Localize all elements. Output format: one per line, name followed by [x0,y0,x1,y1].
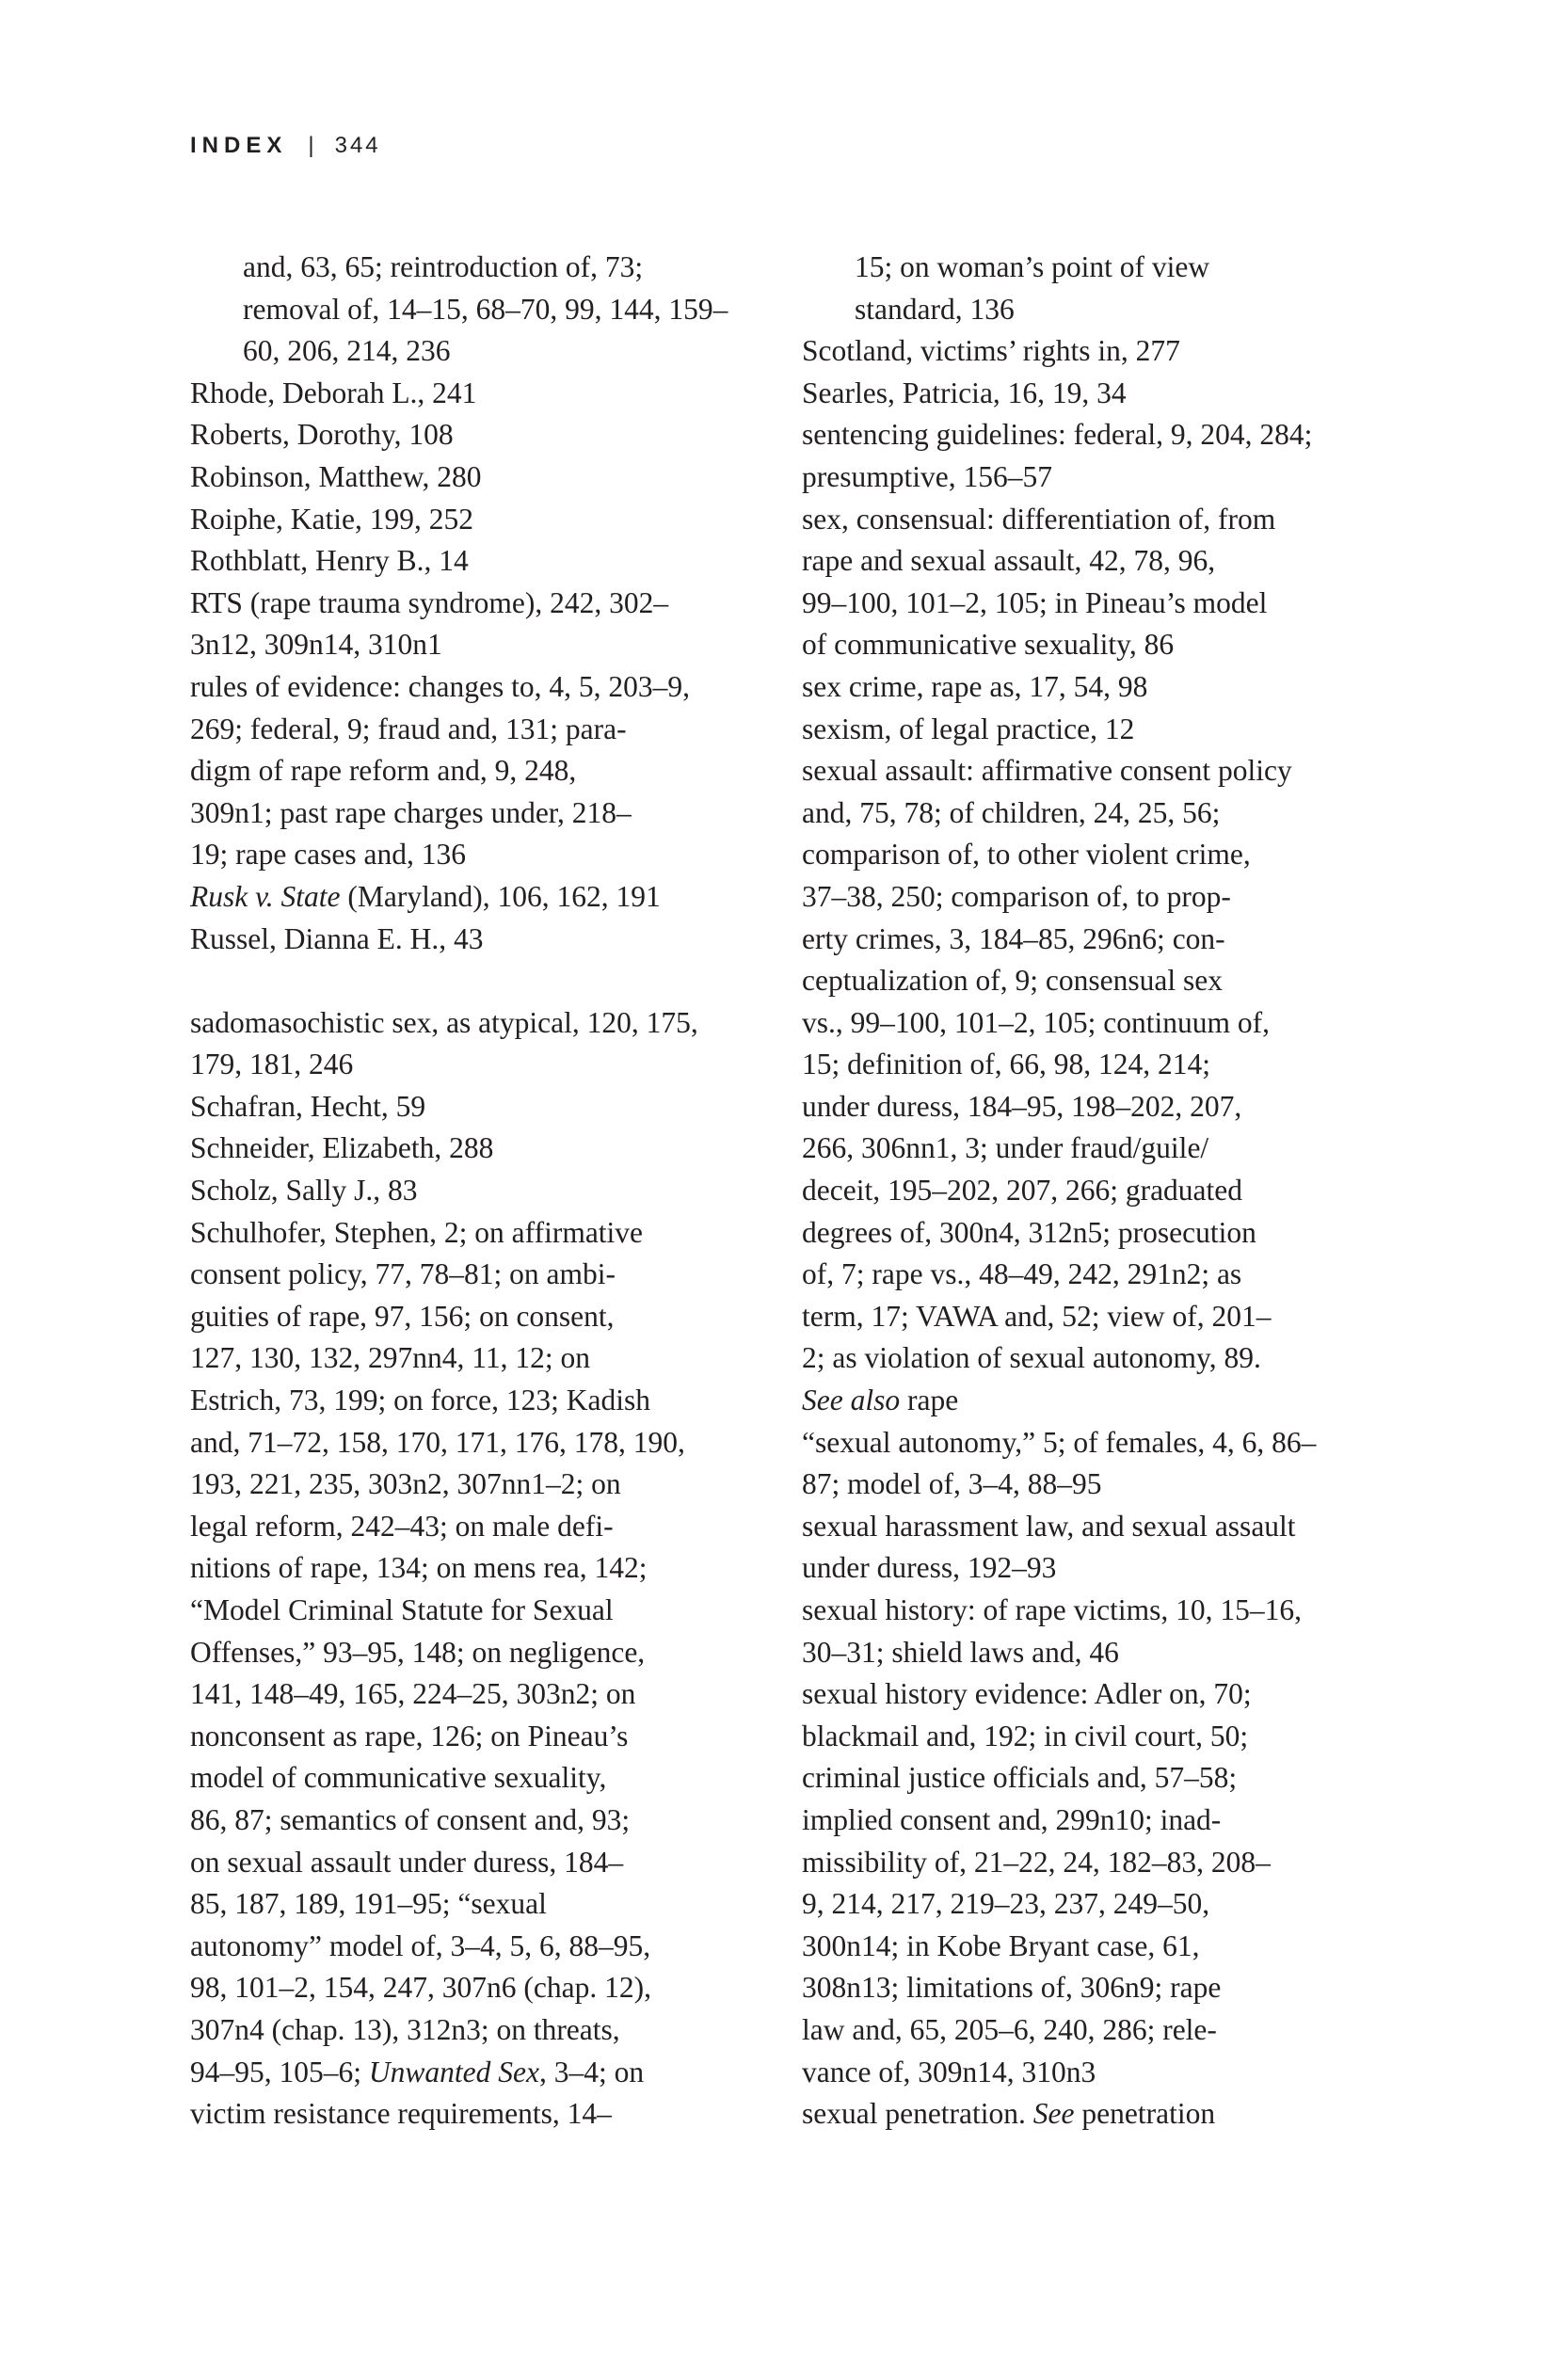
entry-line: 269; federal, 9; fraud and, 131; para- [190,712,627,745]
entry-line: 309n1; past rape charges under, 218– [190,795,632,829]
entry-line: rules of evidence: changes to, 4, 5, 203–9, [190,669,690,703]
entry-line: of communicative sexuality, 86 [802,628,1175,662]
entry-line: “sexual autonomy,” 5; of females, 4, 6, 86– [802,1425,1317,1459]
entry-line: nonconsent as rape, 126; on Pineau’s [190,1719,629,1752]
entry-line: Scholz, Sally J., 83 [190,1174,418,1208]
entry-line: Schulhofer, Stephen, 2; on affirmative [190,1215,644,1249]
index-entry-sexual-penetration [802,2093,1385,2136]
entry-line: 9, 214, 217, 219–23, 237, 249–50, [802,1887,1210,1921]
entry-line: 99–100, 101–2, 105; in Pineau’s model [802,585,1268,619]
entry-line: RTS (rape trauma syndrome), 242, 302– [190,585,669,619]
entry-line: sexual assault: affirmative consent policy [802,754,1292,788]
entry-line: autonomy” model of, 3–4, 5, 6, 88–95, [190,1928,651,1962]
see-label: See [1032,2097,1075,2131]
entry-line: Rothblatt, Henry B., 14 [190,544,469,578]
entry-line: Russel, Dianna E. H., 43 [190,921,484,955]
entry-line: sexual history evidence: Adler on, 70; [802,1677,1252,1711]
index-entry-rhode [190,373,755,415]
see-reference[interactable] [802,2093,1385,2136]
entry-line: sentencing guidelines: federal, 9, 204, 284; [802,418,1313,452]
entry-line: 3n12, 309n14, 310n1 [190,628,442,662]
index-entry-scotland [802,330,1385,373]
entry-line: model of communicative sexuality, [190,1761,607,1795]
entry-line: consent policy, 77, 78–81; on ambi- [190,1257,616,1291]
entry-line: implied consent and, 299n10; inad- [802,1802,1222,1836]
entry-line: Schafran, Hecht, 59 [190,1089,426,1123]
entry-line [190,2052,755,2094]
entry-line: 19; rape cases and, 136 [190,838,467,872]
entry-line: degrees of, 300n4, 312n5; prosecution [802,1215,1256,1249]
entry-line: deceit, 195–202, 207, 266; graduated [802,1174,1243,1208]
index-entry-sexism [802,709,1385,751]
index-entry-sexual-history [802,1590,1385,1673]
index-entry-sex-crime [802,666,1385,709]
entry-line: Roiphe, Katie, 199, 252 [190,502,473,536]
index-entry-roberts [190,414,755,456]
entry-line: sadomasochistic sex, as atypical, 120, 175, [190,1005,698,1039]
index-entry-russel [190,919,755,961]
entry-line: sexual history: of rape victims, 10, 15–16, [802,1593,1303,1626]
entry-line: vs., 99–100, 101–2, 105; continuum of, [802,1005,1270,1039]
entry-line: sex, consensual: differentiation of, from [802,502,1276,536]
see-target[interactable]: penetration [1081,2097,1216,2131]
entry-line: 85, 187, 189, 191–95; “sexual [190,1887,547,1921]
entry-line: Schneider, Elizabeth, 288 [190,1131,494,1165]
index-entry-rothblatt [190,540,755,583]
entry-line: 15; definition of, 66, 98, 124, 214; [802,1048,1210,1081]
index-entry-scholz [190,1170,755,1212]
entry-line: Robinson, Matthew, 280 [190,459,482,493]
entry-line: criminal justice officials and, 57–58; [802,1761,1238,1795]
entry-text: 94–95, 105–6; [190,2055,369,2088]
index-entry-sex-consensual [802,499,1385,666]
index-entry-schneider [190,1128,755,1170]
entry-text: , 3–4; on [538,2055,645,2088]
running-head [190,130,381,162]
entry-line: missibility of, 21–22, 24, 182–83, 208– [802,1845,1271,1879]
entry-line: 266, 306nn1, 3; under fraud/guile/ [802,1131,1209,1165]
index-entry-schafran [190,1086,755,1128]
index-entry-searles [802,373,1385,415]
entry-line: digm of rape reform and, 9, 248, [190,754,577,788]
entry-line: term, 17; VAWA and, 52; view of, 201– [802,1299,1272,1333]
entry-line: and, 75, 78; of children, 24, 25, 56; [802,795,1221,829]
index-entry-rules-of-evidence [190,666,755,876]
entry-line: vance of, 309n14, 310n3 [802,2055,1096,2088]
entry-line: 141, 148–49, 165, 224–25, 303n2; on [190,1677,636,1711]
index-column-left [190,247,755,2136]
entry-line: removal of, 14–15, 68–70, 99, 144, 159– [243,292,728,326]
entry-line: sexual harassment law, and sexual assault [802,1509,1296,1543]
entry-text: (Maryland), 106, 162, 191 [340,879,661,913]
entry-line: erty crimes, 3, 184–85, 296n6; con- [802,921,1225,955]
index-entry-sexual-history-evidence [802,1673,1385,2093]
entry-line: victim resistance requirements, 14– [190,2097,612,2131]
entry-line: ceptualization of, 9; consensual sex [802,964,1223,998]
entry-line: 30–31; shield laws and, 46 [802,1635,1119,1669]
entry-line: under duress, 192–93 [802,1551,1057,1585]
entry-line: Roberts, Dorothy, 108 [190,418,454,452]
entry-line: 193, 221, 235, 303n2, 307nn1–2; on [190,1467,621,1501]
entry-line: 15; on woman’s point of view [855,250,1210,283]
entry-line: law and, 65, 205–6, 240, 286; rele- [802,2012,1217,2046]
header-separator: | [308,133,314,158]
entry-line: standard, 136 [855,292,1015,326]
entry-line: under duress, 184–95, 198–202, 207, [802,1089,1242,1123]
entry-line: guities of rape, 97, 156; on consent, [190,1299,615,1333]
entry-line: 300n14; in Kobe Bryant case, 61, [802,1928,1200,1962]
entry-line [190,876,755,919]
entry-line: 127, 130, 132, 297nn4, 11, 12; on [190,1341,590,1375]
index-entry-sadomasochistic [190,1002,755,1086]
entry-line: and, 63, 65; reintroduction of, 73; [243,250,644,283]
entry-line: sexism, of legal practice, 12 [802,712,1135,745]
entry-line: 308n13; limitations of, 306n9; rape [802,1971,1222,2005]
book-title-italic: Unwanted Sex [368,2055,539,2088]
entry-line: nitions of rape, 134; on mens rea, 142; [190,1551,648,1585]
entry-line: Rhode, Deborah L., 241 [190,376,477,409]
entry-line: legal reform, 242–43; on male defi- [190,1509,614,1543]
entry-line: 98, 101–2, 154, 247, 307n6 (chap. 12), [190,1971,651,2005]
entry-line: of, 7; rape vs., 48–49, 242, 291n2; as [802,1257,1242,1291]
entry-line: Searles, Patricia, 16, 19, 34 [802,376,1127,409]
case-name-italic: Rusk v. State [190,879,341,913]
entry-line: 37–38, 250; comparison of, to prop- [802,879,1231,913]
entry-line: 60, 206, 214, 236 [243,334,451,368]
index-entry-roiphe [190,499,755,541]
index-entry-rts [190,583,755,666]
entry-line: 2; as violation of sexual autonomy, 89. [802,1341,1261,1375]
entry-text: sexual penetration. [802,2097,1033,2131]
entry-line: sex crime, rape as, 17, 54, 98 [802,669,1148,703]
page-number: 344 [334,133,381,158]
index-entry-continued [802,247,1385,330]
letter-group-gap [190,960,755,1002]
entry-line: Estrich, 73, 199; on force, 123; Kadish [190,1384,651,1417]
entry-line: on sexual assault under duress, 184– [190,1845,624,1879]
entry-line: rape and sexual assault, 42, 78, 96, [802,544,1216,578]
entry-line: comparison of, to other violent crime, [802,838,1251,872]
entry-line: and, 71–72, 158, 170, 171, 176, 178, 190, [190,1425,685,1459]
entry-line: 179, 181, 246 [190,1048,354,1081]
index-entry-rusk [190,876,755,919]
index-entry-schulhofer [190,1212,755,2136]
entry-line: presumptive, 156–57 [802,459,1052,493]
entry-line: Scotland, victims’ rights in, 277 [802,334,1180,368]
index-column-right [802,247,1385,2136]
index-entry-continued [190,247,755,373]
see-also-target[interactable]: rape [906,1384,959,1417]
index-entry-sexual-assault [802,750,1385,1422]
entry-line: 87; model of, 3–4, 88–95 [802,1467,1102,1501]
index-entry-sentencing [802,414,1385,498]
entry-line: “Model Criminal Statute for Sexual [190,1593,614,1626]
index-entry-sexual-harassment [802,1506,1385,1590]
entry-line: 86, 87; semantics of consent and, 93; [190,1802,631,1836]
see-also-reference[interactable] [802,1380,1385,1422]
entry-line: 307n4 (chap. 13), 312n3; on threats, [190,2012,620,2046]
entry-line: Offenses,” 93–95, 148; on negligence, [190,1635,646,1669]
see-also-label: See also [802,1384,901,1417]
section-title: INDEX [190,133,288,158]
index-entry-sexual-autonomy [802,1422,1385,1506]
index-entry-robinson [190,456,755,499]
entry-line: blackmail and, 192; in civil court, 50; [802,1719,1249,1752]
